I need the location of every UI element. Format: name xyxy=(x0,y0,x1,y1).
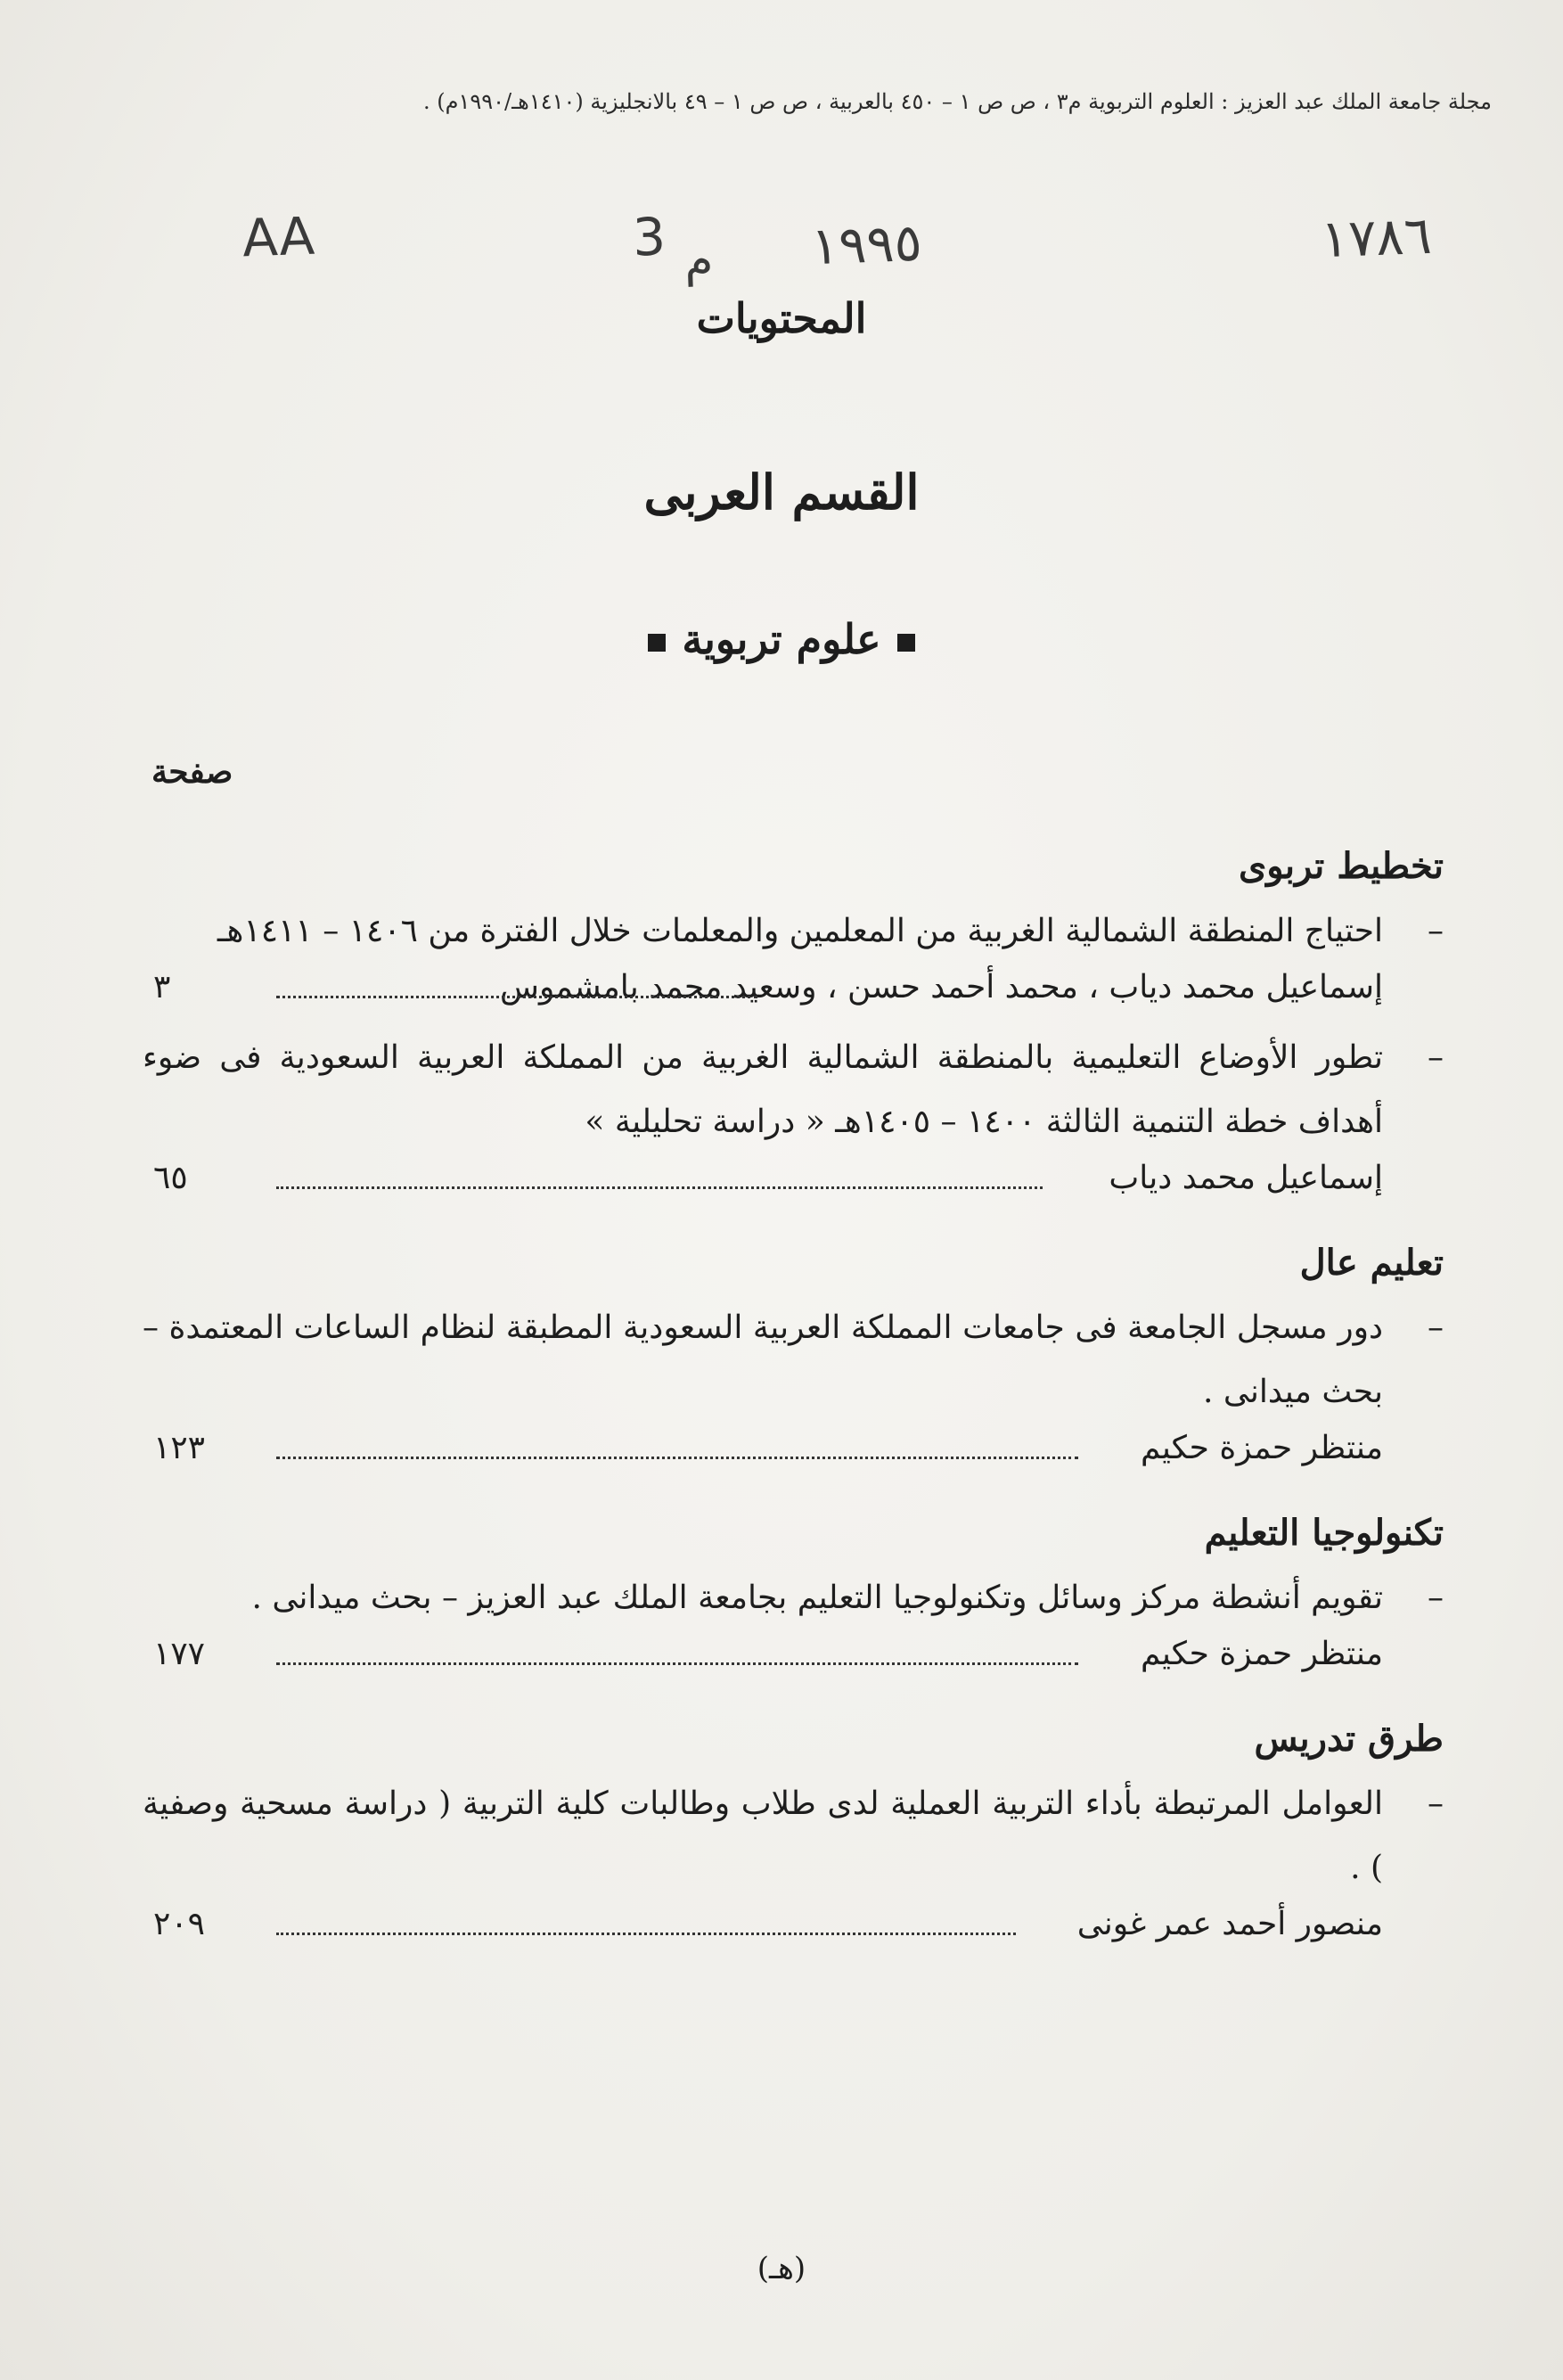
toc-entry-author-names: إسماعيل محمد دياب xyxy=(1109,1160,1383,1196)
toc-entry-page: ٦٥ xyxy=(153,1160,188,1196)
toc-entry-page: ١٧٧ xyxy=(153,1636,206,1672)
dot-leader xyxy=(276,1662,1078,1665)
table-of-contents xyxy=(143,820,1444,1963)
toc-entry-title: – احتياج المنطقة الشمالية الغربية من المعلمين والمعلمات خلال الفترة من ١٤٠٦ – ١٤١١هـ xyxy=(143,899,1444,964)
toc-entry-authors xyxy=(143,1424,1444,1487)
page-marker: (هـ) xyxy=(757,2251,806,2286)
toc-category: تكنولوجيا التعليم xyxy=(1204,1512,1444,1554)
dot-leader xyxy=(276,1457,1078,1459)
toc-entry-page: ٢٠٩ xyxy=(153,1906,206,1942)
bullet-square-icon xyxy=(648,634,666,652)
handwritten-note-letter: م xyxy=(683,233,715,288)
handwritten-note-year: ١٩٩٥ xyxy=(809,211,923,277)
toc-category: تخطيط تربوى xyxy=(1238,845,1444,887)
toc-entry-author-names: منتظر حمزة حكيم xyxy=(1140,1430,1383,1466)
toc-entry-authors xyxy=(143,1900,1444,1963)
toc-entry-author-names: منتظر حمزة حكيم xyxy=(1140,1636,1383,1672)
entry-dash: – xyxy=(1428,1580,1444,1616)
toc-entry-page: ١٢٣ xyxy=(153,1430,206,1466)
toc-category: طرق تدريس xyxy=(1254,1718,1444,1760)
handwritten-note-left: AA xyxy=(241,205,316,269)
journal-header: مجلة جامعة الملك عبد العزيز : العلوم التربوية م٣ ، ص ص ١ – ٤٥٠ بالعربية ، ص ص ١ – ٤٩ بالانجليزية (١٤١٠هـ/١٩٩٠م) . xyxy=(423,89,1492,114)
toc-entry-author-names: إسماعيل محمد دياب ، محمد أحمد حسن ، وسعيد محمد بامشموس xyxy=(500,969,1383,1005)
toc-entry-author-names: منصور أحمد عمر غونى xyxy=(1076,1906,1383,1942)
contents-title: المحتويات xyxy=(696,294,867,342)
toc-category: تعليم عال xyxy=(1299,1242,1444,1284)
toc-entry-authors xyxy=(143,964,1444,1026)
handwritten-note-right: ١٧٨٦ xyxy=(1319,204,1433,270)
toc-entry-authors xyxy=(143,1630,1444,1693)
section-title: القسم العربى xyxy=(643,464,920,521)
toc-entry-title: – دور مسجل الجامعة فى جامعات المملكة العربية السعودية المطبقة لنظام الساعات المعتمدة – بحث ميدانى . xyxy=(143,1296,1444,1424)
entry-dash: – xyxy=(1428,1039,1444,1076)
handwritten-note-volume: 3 xyxy=(631,206,667,268)
entry-dash: – xyxy=(1428,1785,1444,1822)
subject-title-text: علوم تربوية xyxy=(682,615,881,663)
dot-leader xyxy=(276,1933,1016,1935)
toc-entry-title: – تطور الأوضاع التعليمية بالمنطقة الشمالية الغربية من المملكة العربية السعودية فى ضوء أهداف خطة التنمية الثالثة ١٤٠٠ – ١٤٠٥هـ « دراسة تحليلية » xyxy=(143,1026,1444,1154)
toc-entry-authors xyxy=(143,1154,1444,1217)
bullet-square-icon xyxy=(897,634,915,652)
entry-dash: – xyxy=(1428,913,1444,949)
dot-leader xyxy=(276,1186,1043,1189)
subject-title xyxy=(0,615,1563,663)
entry-dash: – xyxy=(1428,1309,1444,1346)
dot-leader xyxy=(276,996,757,998)
page-column-label: صفحة xyxy=(151,753,233,791)
toc-entry-title: – تقويم أنشطة مركز وسائل وتكنولوجيا التعليم بجامعة الملك عبد العزيز – بحث ميدانى . xyxy=(143,1566,1444,1630)
toc-entry-title: – العوامل المرتبطة بأداء التربية العملية لدى طلاب وطالبات كلية التربية ( دراسة مسحية وصفية ) . xyxy=(143,1772,1444,1900)
toc-entry-page: ٣ xyxy=(153,969,171,1005)
